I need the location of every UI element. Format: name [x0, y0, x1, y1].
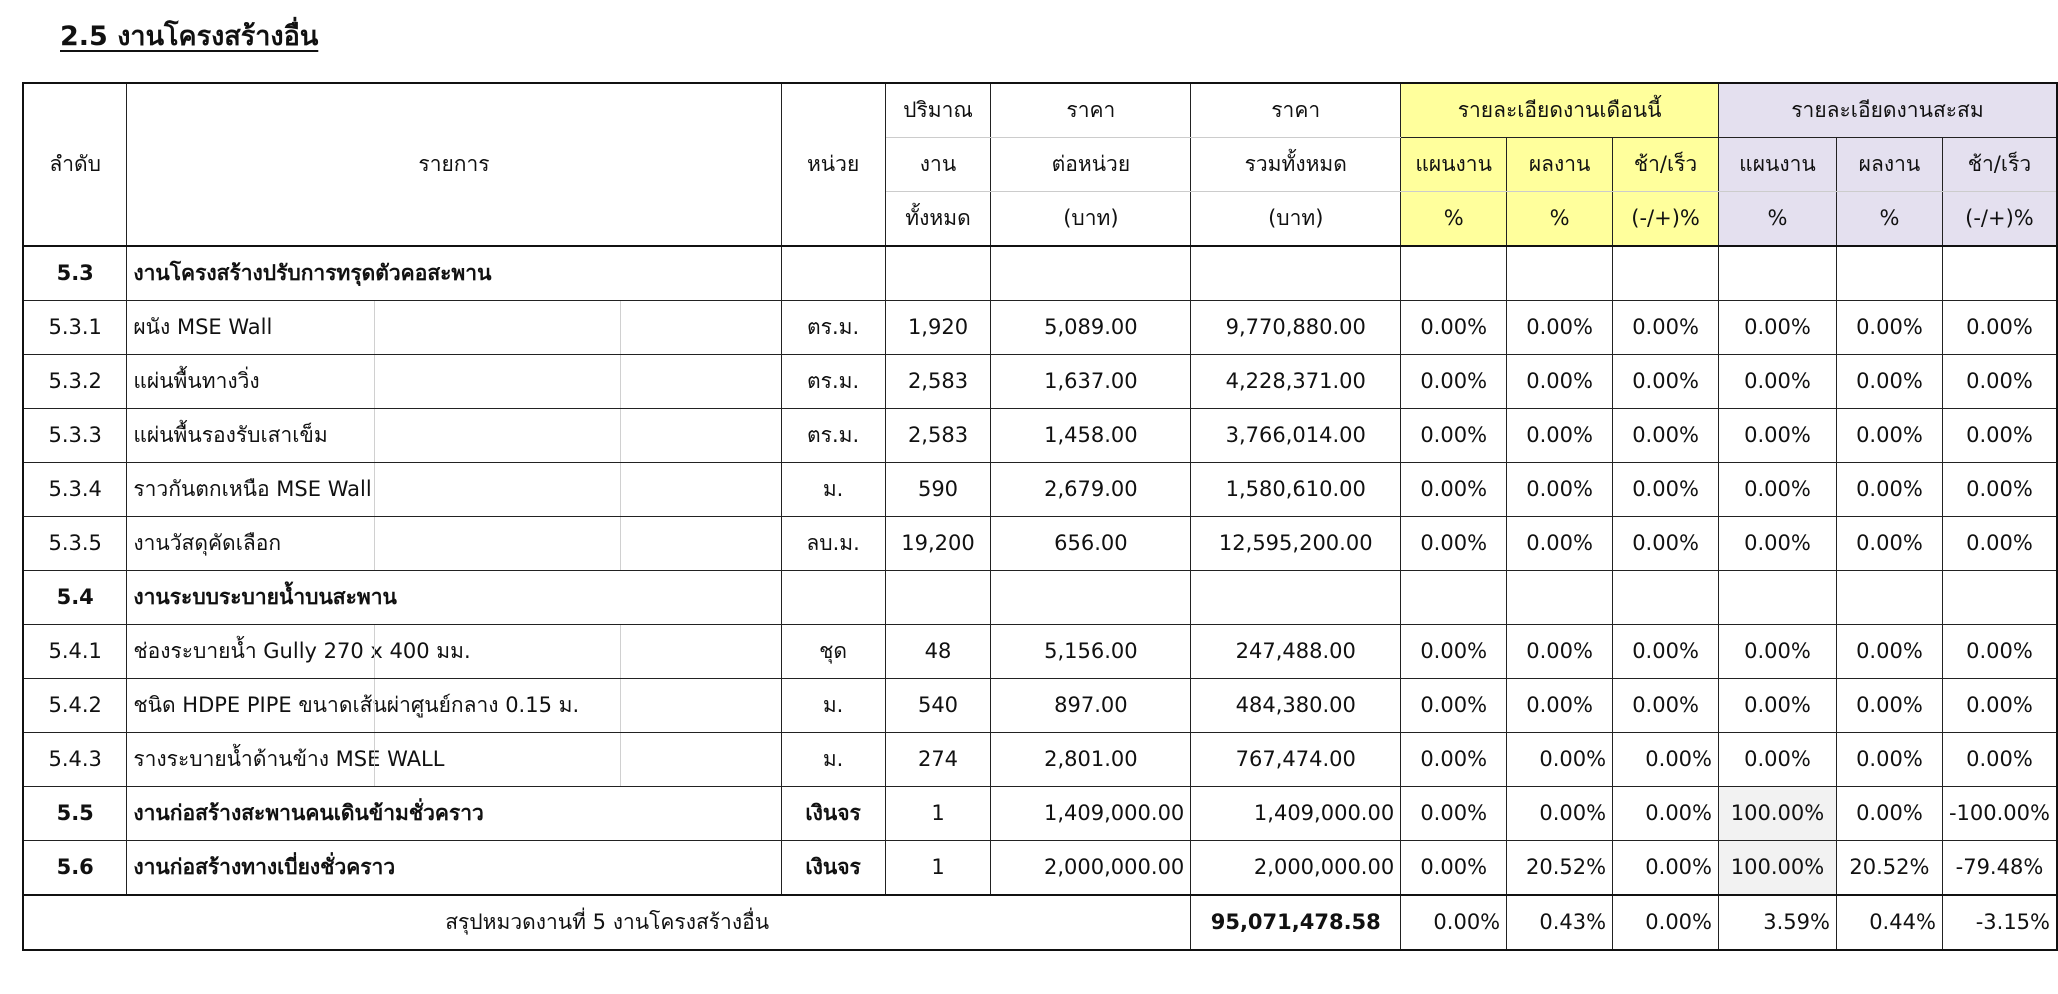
row-qty: 1,920	[885, 301, 991, 355]
header-seq: ลำดับ	[23, 83, 127, 246]
summary-month-plan: 0.00%	[1401, 895, 1507, 950]
summary-row	[23, 895, 2057, 950]
row-unit: เงินจร	[781, 841, 885, 896]
empty-cell	[1507, 571, 1613, 625]
row-seq: 5.3.2	[23, 355, 127, 409]
header-month-result-unit: %	[1507, 192, 1613, 247]
row-unit: เงินจร	[781, 787, 885, 841]
row-cum-result: 0.00%	[1836, 787, 1942, 841]
header-cum-result: ผลงาน	[1836, 138, 1942, 192]
row-cum-result: 0.00%	[1836, 733, 1942, 787]
row-month-delay: 0.00%	[1613, 679, 1719, 733]
row-cum-delay: 0.00%	[1942, 463, 2057, 517]
empty-cell	[1836, 571, 1942, 625]
row-cum-result: 0.00%	[1836, 625, 1942, 679]
table-row	[23, 679, 2057, 733]
row-cum-delay: 0.00%	[1942, 733, 2057, 787]
row-month-plan: 0.00%	[1401, 679, 1507, 733]
row-cum-plan: 0.00%	[1719, 463, 1837, 517]
table-row	[23, 463, 2057, 517]
row-unit-price: 5,156.00	[991, 625, 1191, 679]
empty-cell	[1942, 246, 2057, 301]
header-total-price-3: (บาท)	[1191, 192, 1401, 247]
row-qty: 540	[885, 679, 991, 733]
row-cum-plan: 0.00%	[1719, 301, 1837, 355]
row-month-plan: 0.00%	[1401, 409, 1507, 463]
row-month-delay: 0.00%	[1613, 517, 1719, 571]
row-month-delay: 0.00%	[1613, 787, 1719, 841]
header-month-group: รายละเอียดงานเดือนนี้	[1401, 83, 1719, 138]
row-cum-plan: 0.00%	[1719, 517, 1837, 571]
row-cum-result: 20.52%	[1836, 841, 1942, 896]
table-body	[23, 246, 2057, 895]
row-month-delay: 0.00%	[1613, 625, 1719, 679]
row-total: 1,580,610.00	[1191, 463, 1401, 517]
row-cum-delay: -100.00%	[1942, 787, 2057, 841]
header-qty-2: งาน	[885, 138, 991, 192]
row-qty: 19,200	[885, 517, 991, 571]
header-cum-delay: ช้า/เร็ว	[1942, 138, 2057, 192]
row-unit-price: 1,458.00	[991, 409, 1191, 463]
table-row	[23, 733, 2057, 787]
row-item: แผ่นพื้นทางวิ่ง	[127, 355, 781, 409]
row-cum-delay: 0.00%	[1942, 355, 2057, 409]
summary-cum-delay: -3.15%	[1942, 895, 2057, 950]
row-month-result: 0.00%	[1507, 355, 1613, 409]
progress-table	[22, 82, 2058, 951]
empty-cell	[991, 571, 1191, 625]
empty-cell	[885, 246, 991, 301]
summary-cum-plan: 3.59%	[1719, 895, 1837, 950]
row-seq: 5.4	[23, 571, 127, 625]
header-cum-plan: แผนงาน	[1719, 138, 1837, 192]
row-month-result: 0.00%	[1507, 463, 1613, 517]
row-qty: 2,583	[885, 409, 991, 463]
row-month-plan: 0.00%	[1401, 355, 1507, 409]
row-unit-price: 2,679.00	[991, 463, 1191, 517]
row-unit: ชุด	[781, 625, 885, 679]
table-row	[23, 625, 2057, 679]
row-unit-price: 1,637.00	[991, 355, 1191, 409]
row-month-result: 0.00%	[1507, 787, 1613, 841]
row-item: ช่องระบายน้ำ Gully 270 x 400 มม.	[127, 625, 781, 679]
row-unit-price: 656.00	[991, 517, 1191, 571]
row-item: ชนิด HDPE PIPE ขนาดเส้นผ่าศูนย์กลาง 0.15 ม.	[127, 679, 781, 733]
section-row	[23, 246, 2057, 301]
row-month-delay: 0.00%	[1613, 301, 1719, 355]
row-cum-plan: 100.00%	[1719, 787, 1837, 841]
row-seq: 5.4.1	[23, 625, 127, 679]
row-item: รางระบายน้ำด้านข้าง MSE WALL	[127, 733, 781, 787]
header-item: รายการ	[127, 83, 781, 246]
row-unit: ตร.ม.	[781, 301, 885, 355]
row-month-result: 0.00%	[1507, 625, 1613, 679]
row-seq: 5.4.2	[23, 679, 127, 733]
summary-label: สรุปหมวดงานที่ 5 งานโครงสร้างอื่น	[23, 895, 1191, 950]
row-unit-price: 2,801.00	[991, 733, 1191, 787]
row-cum-plan: 0.00%	[1719, 409, 1837, 463]
header-total-price-1: ราคา	[1191, 83, 1401, 138]
row-month-result: 0.00%	[1507, 679, 1613, 733]
row-qty: 2,583	[885, 355, 991, 409]
header-cum-plan-unit: %	[1719, 192, 1837, 247]
empty-cell	[1613, 246, 1719, 301]
table-row	[23, 301, 2057, 355]
row-cum-result: 0.00%	[1836, 463, 1942, 517]
row-item: แผ่นพื้นรองรับเสาเข็ม	[127, 409, 781, 463]
empty-cell	[1719, 246, 1837, 301]
row-item: ผนัง MSE Wall	[127, 301, 781, 355]
row-total: 4,228,371.00	[1191, 355, 1401, 409]
row-total: 484,380.00	[1191, 679, 1401, 733]
row-total: 3,766,014.00	[1191, 409, 1401, 463]
row-month-result: 20.52%	[1507, 841, 1613, 896]
empty-cell	[1401, 246, 1507, 301]
row-item: งานก่อสร้างสะพานคนเดินข้ามชั่วคราว	[127, 787, 781, 841]
empty-cell	[1613, 571, 1719, 625]
summary-month-delay: 0.00%	[1613, 895, 1719, 950]
header-cum-delay-unit: (-/+)%	[1942, 192, 2057, 247]
row-total: 1,409,000.00	[1191, 787, 1401, 841]
row-unit-price: 897.00	[991, 679, 1191, 733]
row-month-delay: 0.00%	[1613, 355, 1719, 409]
page-title: 2.5 งานโครงสร้างอื่น	[60, 21, 319, 52]
empty-cell	[885, 571, 991, 625]
row-cum-delay: 0.00%	[1942, 625, 2057, 679]
empty-cell	[781, 571, 885, 625]
row-month-plan: 0.00%	[1401, 625, 1507, 679]
row-unit-price: 1,409,000.00	[991, 787, 1191, 841]
row-cum-result: 0.00%	[1836, 517, 1942, 571]
header-month-delay: ช้า/เร็ว	[1613, 138, 1719, 192]
table-row	[23, 841, 2057, 896]
row-month-result: 0.00%	[1507, 517, 1613, 571]
header-unit-price-2: ต่อหน่วย	[991, 138, 1191, 192]
row-month-delay: 0.00%	[1613, 463, 1719, 517]
row-cum-result: 0.00%	[1836, 355, 1942, 409]
empty-cell	[1719, 571, 1837, 625]
table-row	[23, 355, 2057, 409]
row-month-result: 0.00%	[1507, 409, 1613, 463]
row-cum-plan: 0.00%	[1719, 355, 1837, 409]
row-qty: 1	[885, 841, 991, 896]
row-month-plan: 0.00%	[1401, 463, 1507, 517]
row-month-plan: 0.00%	[1401, 787, 1507, 841]
row-unit-price: 5,089.00	[991, 301, 1191, 355]
header-unit: หน่วย	[781, 83, 885, 246]
row-cum-plan: 0.00%	[1719, 733, 1837, 787]
row-total: 767,474.00	[1191, 733, 1401, 787]
row-cum-delay: 0.00%	[1942, 409, 2057, 463]
row-cum-delay: 0.00%	[1942, 679, 2057, 733]
row-unit: ลบ.ม.	[781, 517, 885, 571]
section-row	[23, 571, 2057, 625]
row-cum-plan: 0.00%	[1719, 625, 1837, 679]
row-seq: 5.3.5	[23, 517, 127, 571]
summary-month-result: 0.43%	[1507, 895, 1613, 950]
summary-cum-result: 0.44%	[1836, 895, 1942, 950]
empty-cell	[1507, 246, 1613, 301]
row-cum-delay: 0.00%	[1942, 517, 2057, 571]
row-month-plan: 0.00%	[1401, 733, 1507, 787]
row-cum-delay: -79.48%	[1942, 841, 2057, 896]
header-month-plan-unit: %	[1401, 192, 1507, 247]
header-unit-price-3: (บาท)	[991, 192, 1191, 247]
header-qty-1: ปริมาณ	[885, 83, 991, 138]
row-month-plan: 0.00%	[1401, 517, 1507, 571]
row-item: งานก่อสร้างทางเบี่ยงชั่วคราว	[127, 841, 781, 896]
table-row	[23, 787, 2057, 841]
row-month-result: 0.00%	[1507, 301, 1613, 355]
row-qty: 274	[885, 733, 991, 787]
table-header	[23, 83, 2057, 246]
row-unit: ตร.ม.	[781, 355, 885, 409]
empty-cell	[1401, 571, 1507, 625]
row-total: 12,595,200.00	[1191, 517, 1401, 571]
row-seq: 5.6	[23, 841, 127, 896]
row-seq: 5.5	[23, 787, 127, 841]
row-cum-result: 0.00%	[1836, 679, 1942, 733]
header-cumulative-group: รายละเอียดงานสะสม	[1719, 83, 2058, 138]
row-qty: 590	[885, 463, 991, 517]
header-month-plan: แผนงาน	[1401, 138, 1507, 192]
empty-cell	[991, 246, 1191, 301]
row-total: 2,000,000.00	[1191, 841, 1401, 896]
row-item: ราวกันตกเหนือ MSE Wall	[127, 463, 781, 517]
row-month-plan: 0.00%	[1401, 301, 1507, 355]
row-seq: 5.3.3	[23, 409, 127, 463]
row-month-delay: 0.00%	[1613, 409, 1719, 463]
row-unit: ม.	[781, 679, 885, 733]
empty-cell	[1942, 571, 2057, 625]
empty-cell	[781, 246, 885, 301]
header-month-delay-unit: (-/+)%	[1613, 192, 1719, 247]
row-seq: 5.3.1	[23, 301, 127, 355]
header-unit-price-1: ราคา	[991, 83, 1191, 138]
row-seq: 5.3	[23, 246, 127, 301]
row-unit: ตร.ม.	[781, 409, 885, 463]
row-unit: ม.	[781, 733, 885, 787]
row-month-delay: 0.00%	[1613, 841, 1719, 896]
summary-total: 95,071,478.58	[1191, 895, 1401, 950]
table-row	[23, 517, 2057, 571]
row-item: งานวัสดุคัดเลือก	[127, 517, 781, 571]
empty-cell	[1836, 246, 1942, 301]
row-item: งานระบบระบายน้ำบนสะพาน	[127, 571, 781, 625]
row-seq: 5.3.4	[23, 463, 127, 517]
header-cum-result-unit: %	[1836, 192, 1942, 247]
row-cum-result: 0.00%	[1836, 409, 1942, 463]
row-total: 9,770,880.00	[1191, 301, 1401, 355]
row-cum-result: 0.00%	[1836, 301, 1942, 355]
row-total: 247,488.00	[1191, 625, 1401, 679]
empty-cell	[1191, 246, 1401, 301]
row-qty: 48	[885, 625, 991, 679]
empty-cell	[1191, 571, 1401, 625]
row-seq: 5.4.3	[23, 733, 127, 787]
header-total-price-2: รวมทั้งหมด	[1191, 138, 1401, 192]
row-month-delay: 0.00%	[1613, 733, 1719, 787]
row-cum-plan: 0.00%	[1719, 679, 1837, 733]
row-item: งานโครงสร้างปรับการทรุดตัวคอสะพาน	[127, 246, 781, 301]
row-month-plan: 0.00%	[1401, 841, 1507, 896]
row-unit: ม.	[781, 463, 885, 517]
table-row	[23, 409, 2057, 463]
row-cum-delay: 0.00%	[1942, 301, 2057, 355]
row-cum-plan: 100.00%	[1719, 841, 1837, 896]
row-month-result: 0.00%	[1507, 733, 1613, 787]
row-unit-price: 2,000,000.00	[991, 841, 1191, 896]
header-qty-3: ทั้งหมด	[885, 192, 991, 247]
header-month-result: ผลงาน	[1507, 138, 1613, 192]
row-qty: 1	[885, 787, 991, 841]
